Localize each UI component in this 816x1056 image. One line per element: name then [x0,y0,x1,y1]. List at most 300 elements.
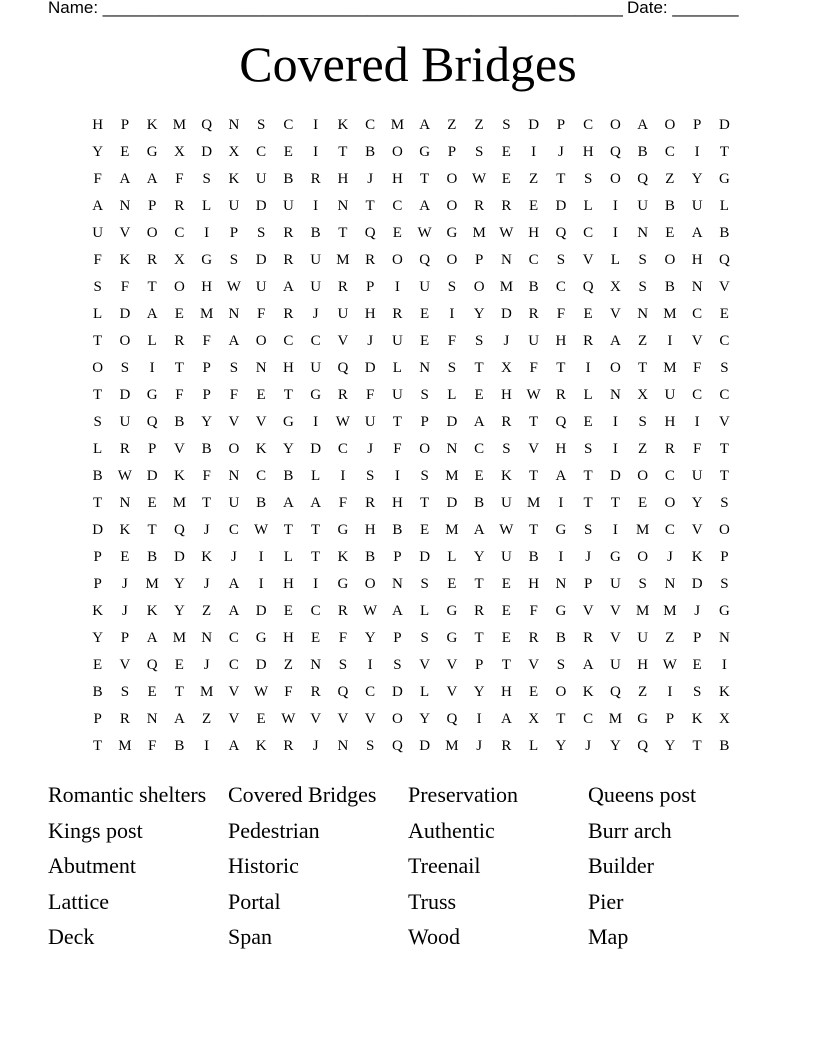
grid-letter: U [609,657,621,673]
grid-letter: X [173,144,185,160]
grid-letter: Y [473,306,485,322]
grid-letter: I [612,198,618,214]
grid-letter: L [447,387,457,403]
grid-letter: S [502,441,511,457]
grid-letter: H [528,225,540,241]
grid-letter: B [256,495,267,511]
grid-letter: S [556,252,566,268]
grid-letter: N [337,738,349,754]
grid-letter: J [203,657,210,673]
grid-letter: Z [638,441,648,457]
grid-letter: W [363,603,378,619]
grid-letter: T [583,495,593,511]
grid-letter: E [283,144,293,160]
grid-letter: A [391,603,403,619]
grid-letter: S [229,252,239,268]
grid-letter: R [119,441,130,457]
grid-letter: W [472,171,487,187]
word-list-item: Kings post [48,817,143,843]
grid-row [84,304,739,331]
grid-letter: I [585,360,591,376]
grid-letter: E [501,171,511,187]
grid-letter: Z [474,117,484,133]
grid-letter: L [311,468,321,484]
grid-row [84,439,739,466]
grid-row [84,709,739,736]
grid-letter: K [500,468,512,484]
grid-letter: V [446,684,458,700]
grid-letter: M [663,360,677,376]
grid-letter: N [255,360,267,376]
grid-letter: R [310,171,321,187]
grid-letter: R [528,306,539,322]
grid-letter: Q [364,225,376,241]
grid-letter: F [692,441,702,457]
grid-letter: N [337,198,349,214]
grid-letter: E [583,306,593,322]
grid-letter: G [255,630,267,646]
grid-letter: U [255,171,267,187]
grid-letter: R [365,252,376,268]
grid-letter: Q [582,279,594,295]
grid-letter: A [146,306,158,322]
grid-letter: Y [555,738,567,754]
grid-letter: V [718,414,730,430]
grid-letter: E [256,387,266,403]
grid-letter: S [256,225,266,241]
grid-letter: Y [92,144,104,160]
word-list-item: Authentic [408,817,495,843]
grid-letter: T [420,171,430,187]
grid-letter: P [665,711,675,727]
grid-letter: Q [419,252,431,268]
grid-row [84,196,739,223]
grid-letter: V [310,711,322,727]
grid-letter: U [419,279,431,295]
grid-letter: C [719,333,730,349]
grid-letter: O [119,333,131,349]
grid-letter: F [529,603,538,619]
grid-letter: R [119,711,130,727]
grid-letter: R [283,225,294,241]
grid-letter: A [637,117,649,133]
grid-letter: D [500,306,512,322]
grid-letter: O [446,171,458,187]
grid-letter: Y [92,630,104,646]
word-list-item: Span [228,924,272,950]
grid-letter: U [228,198,240,214]
grid-row [84,547,739,574]
grid-letter: G [201,252,213,268]
grid-letter: I [394,468,400,484]
grid-letter: B [92,684,103,700]
word-list-item: Builder [588,853,654,879]
grid-letter: P [474,252,484,268]
grid-letter: K [201,549,213,565]
grid-letter: Q [337,360,349,376]
grid-letter: N [228,306,240,322]
grid-letter: P [393,630,402,646]
grid-letter: C [256,144,267,160]
grid-letter: I [721,657,727,673]
grid-letter: A [92,198,104,214]
grid-letter: A [582,657,594,673]
grid-letter: T [583,468,593,484]
grid-letter: T [529,522,539,538]
grid-letter: R [474,198,485,214]
grid-row [84,493,739,520]
grid-letter: E [583,414,593,430]
grid-letter: F [393,441,402,457]
grid-letter: U [364,414,376,430]
grid-letter: R [501,414,512,430]
grid-letter: H [500,387,512,403]
grid-letter: I [204,225,210,241]
grid-letter: Q [446,711,458,727]
grid-letter: C [664,144,675,160]
grid-letter: N [664,576,676,592]
grid-letter: F [175,387,184,403]
grid-letter: I [612,441,618,457]
grid-letter: Z [638,333,648,349]
grid-letter: X [500,360,512,376]
grid-row [84,736,739,763]
grid-letter: A [691,225,703,241]
grid-letter: E [501,603,511,619]
grid-letter: V [582,252,594,268]
grid-letter: T [338,144,348,160]
grid-letter: D [255,252,267,268]
grid-letter: P [447,144,457,160]
grid-letter: O [255,333,267,349]
grid-letter: K [691,549,703,565]
grid-letter: S [393,657,402,673]
grid-letter: P [420,414,429,430]
grid-letter: T [474,630,484,646]
grid-letter: B [392,522,403,538]
grid-letter: S [420,576,429,592]
grid-letter: H [364,306,376,322]
grid-letter: E [174,306,184,322]
grid-letter: K [255,441,267,457]
grid-letter: N [446,441,458,457]
grid-letter: C [692,306,703,322]
grid-letter: V [582,603,594,619]
grid-letter: D [92,522,104,538]
grid-letter: D [419,549,431,565]
grid-letter: I [313,414,319,430]
word-list-item: Map [588,924,629,950]
grid-letter: S [638,279,647,295]
grid-letter: M [390,117,405,133]
grid-letter: Q [609,144,621,160]
grid-letter: T [501,657,511,673]
grid-letter: T [392,414,402,430]
grid-letter: E [529,684,539,700]
grid-letter: E [420,522,430,538]
grid-letter: N [419,360,431,376]
grid-letter: J [503,333,510,349]
grid-letter: L [202,198,212,214]
grid-letter: T [311,549,321,565]
grid-letter: Q [146,414,158,430]
grid-letter: A [173,711,185,727]
grid-letter: S [720,576,729,592]
grid-letter: M [199,684,214,700]
grid-letter: M [635,522,650,538]
grid-letter: D [201,144,213,160]
grid-letter: C [365,684,376,700]
word-list-item: Truss [408,888,457,914]
grid-row [84,250,739,277]
grid-letter: E [147,684,157,700]
grid-letter: T [692,738,702,754]
grid-letter: B [310,225,321,241]
grid-letter: Y [173,603,185,619]
grid-row [84,655,739,682]
grid-letter: F [447,333,457,349]
grid-letter: P [93,549,102,565]
grid-letter: G [337,522,349,538]
grid-letter: U [500,549,512,565]
grid-letter: O [637,549,649,565]
grid-letter: C [310,333,321,349]
grid-letter: I [694,144,700,160]
grid-letter: F [284,684,293,700]
grid-letter: I [313,576,319,592]
grid-letter: T [719,441,729,457]
grid-letter: K [691,711,703,727]
grid-letter: X [173,252,185,268]
grid-letter: D [119,387,131,403]
grid-letter: B [637,144,648,160]
grid-letter: U [637,198,649,214]
grid-letter: J [666,549,673,565]
grid-letter: A [310,495,322,511]
word-list-item: Preservation [408,782,518,807]
grid-letter: C [228,522,239,538]
grid-letter: R [283,252,294,268]
grid-letter: G [282,414,294,430]
grid-letter: R [174,333,185,349]
grid-letter: C [337,441,348,457]
grid-letter: B [664,198,675,214]
grid-letter: E [692,657,702,673]
grid-row [84,169,739,196]
grid-letter: J [312,738,319,754]
grid-letter: F [202,333,211,349]
grid-letter: T [283,522,293,538]
grid-letter: O [391,144,403,160]
grid-letter: S [365,738,375,754]
grid-letter: E [93,657,103,673]
grid-letter: T [93,495,103,511]
grid-letter: M [445,738,459,754]
grid-letter: D [255,198,267,214]
grid-letter: S [638,414,647,430]
grid-letter: Y [282,441,294,457]
grid-letter: A [419,117,431,133]
grid-letter: J [694,603,701,619]
grid-letter: C [583,225,594,241]
grid-row [84,412,739,439]
grid-letter: A [228,603,240,619]
grid-letter: J [367,333,374,349]
grid-letter: N [146,711,158,727]
grid-letter: U [228,495,240,511]
grid-letter: P [720,549,729,565]
grid-letter: D [691,576,703,592]
grid-letter: O [718,522,730,538]
grid-letter: T [338,225,348,241]
grid-letter: V [228,684,240,700]
grid-letter: O [92,360,104,376]
grid-letter: O [228,441,240,457]
grid-letter: U [119,414,131,430]
grid-letter: J [121,603,128,619]
grid-letter: D [173,549,185,565]
grid-letter: K [718,684,730,700]
name-line: Name: _______________________________________________________ [48,0,623,17]
grid-letter: D [528,117,540,133]
grid-letter: Y [609,738,621,754]
grid-letter: N [119,495,131,511]
grid-letter: K [582,684,594,700]
grid-letter: F [120,279,130,295]
grid-letter: V [364,711,376,727]
grid-letter: F [338,630,348,646]
grid-letter: O [664,117,676,133]
word-row [48,817,768,853]
grid-letter: V [691,333,703,349]
grid-row [84,682,739,709]
grid-letter: D [419,738,431,754]
grid-letter: V [419,657,431,673]
grid-letter: B [719,225,730,241]
grid-letter: T [93,333,103,349]
grid-letter: X [637,387,649,403]
grid-letter: S [638,252,647,268]
grid-letter: U [310,360,322,376]
grid-letter: J [585,738,592,754]
grid-letter: H [391,495,403,511]
grid-letter: S [229,360,239,376]
grid-letter: N [718,630,730,646]
grid-letter: U [664,387,676,403]
grid-letter: M [663,306,677,322]
grid-letter: B [174,414,185,430]
grid-letter: P [93,576,102,592]
grid-letter: Z [202,603,212,619]
grid-letter: G [446,630,458,646]
letter-grid [84,115,739,763]
grid-letter: M [199,306,214,322]
grid-letter: M [635,603,650,619]
grid-letter: F [147,738,157,754]
grid-letter: E [501,630,511,646]
grid-letter: E [147,495,157,511]
grid-letter: A [555,468,567,484]
grid-letter: I [612,522,618,538]
grid-row [84,115,739,142]
grid-letter: C [283,333,294,349]
grid-letter: O [609,360,621,376]
grid-letter: V [337,711,349,727]
grid-letter: I [558,549,564,565]
grid-letter: R [583,333,594,349]
grid-letter: I [694,414,700,430]
grid-letter: S [720,360,729,376]
grid-letter: B [365,144,376,160]
grid-letter: E [174,657,184,673]
grid-letter: H [282,630,294,646]
grid-letter: L [392,360,402,376]
grid-letter: U [500,495,512,511]
grid-letter: O [446,252,458,268]
grid-letter: L [283,549,293,565]
grid-letter: P [147,441,157,457]
grid-letter: X [718,711,730,727]
grid-letter: B [92,468,103,484]
grid-letter: R [337,387,348,403]
grid-letter: M [472,225,486,241]
grid-letter: R [528,630,539,646]
grid-row [84,223,739,250]
grid-letter: P [556,117,566,133]
grid-letter: A [228,333,240,349]
grid-letter: T [719,468,729,484]
grid-letter: E [501,144,511,160]
grid-letter: X [228,144,240,160]
grid-letter: W [254,522,269,538]
grid-letter: I [449,306,455,322]
grid-letter: H [555,333,567,349]
grid-letter: E [420,333,430,349]
grid-letter: S [583,171,593,187]
grid-letter: Q [637,171,649,187]
grid-letter: B [528,279,539,295]
grid-letter: D [255,657,267,673]
grid-letter: I [258,576,264,592]
grid-letter: T [474,576,484,592]
grid-letter: V [173,441,185,457]
grid-letter: B [528,549,539,565]
grid-letter: C [474,441,485,457]
grid-letter: C [664,522,675,538]
grid-letter: I [612,414,618,430]
grid-letter: E [311,630,321,646]
grid-letter: G [337,576,349,592]
grid-letter: V [446,657,458,673]
grid-letter: Y [364,630,376,646]
grid-letter: C [583,117,594,133]
grid-letter: K [119,522,131,538]
grid-letter: T [420,495,430,511]
grid-letter: P [202,360,211,376]
grid-row [84,574,739,601]
word-list-item: Wood [408,924,461,950]
grid-letter: U [391,387,403,403]
grid-letter: P [474,657,484,673]
grid-letter: S [420,630,429,646]
grid-letter: O [173,279,185,295]
grid-letter: R [474,603,485,619]
page-title: Covered Bridges [239,36,577,92]
grid-letter: Y [664,738,676,754]
grid-letter: N [637,225,649,241]
grid-letter: A [146,630,158,646]
grid-letter: S [638,576,647,592]
